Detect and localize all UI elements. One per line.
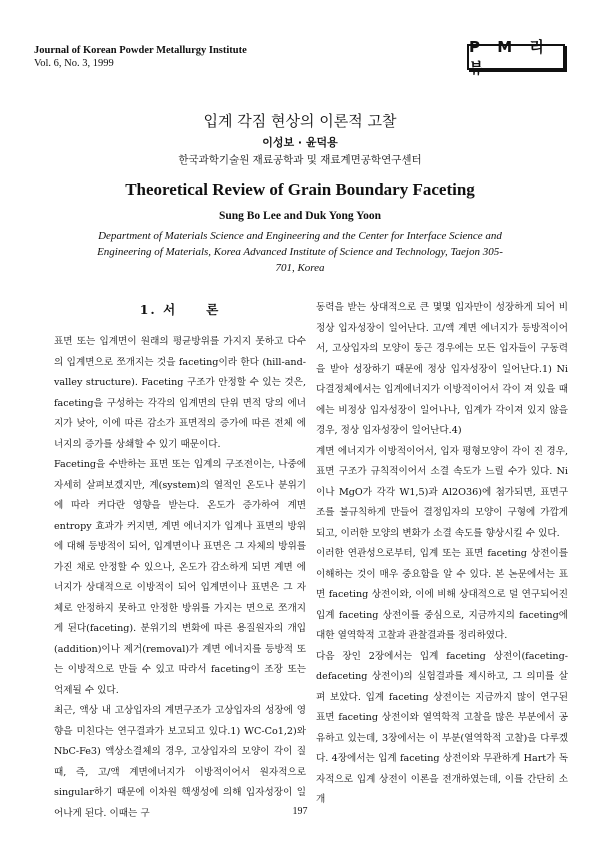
- title-korean: 입계 각짐 현상의 이론적 고찰: [203, 112, 397, 130]
- section-heading: 1. 서 론: [139, 302, 221, 317]
- journal-header: [34, 44, 247, 70]
- body-paragraph: 다음 장인 2장에서는 입계 faceting 상전이(faceting-defaceting 상전이)의 실험결과를 제시하고, 그 의미를 살펴 보았다. 입계 faceting 상전이는 지금까지 많이 연구된 표면 faceting 상전이와 열역학적 고찰을 많은 부분에서 공유하고 있는데, 3장에서는 이 부분(열역학적 고찰)을 다루겠다. 4장에서는 입계 faceting 상전이와 무관하게 Hart가 독자적으로 입계 상전이 이론을 전개하였는데, 이를 간단히 소개: [316, 650, 568, 805]
- body-paragraph: 표면 또는 입계면이 원래의 평균방위를 가지지 못하고 다수의 입계면으로 쪼개지는 것을 faceting이라 한다 (hill-and-valley structure). Faceting 구조가 안정할 수 있는 것은, faceting을 구성하는 각각의 입계면의 단위 면적 당의 에너지가 낮아, 이에 따른 감소가 표면적의 증가에 따른 전체 에너지의 증가를 상쇄할 수 있기 때문이다.: [54, 336, 306, 450]
- authors-english: Sung Bo Lee and Duk Yong Yoon: [218, 210, 382, 222]
- authors-korean: 이성보 · 윤덕용: [262, 136, 338, 149]
- affiliation-english: Department of Materials Science and Engineering and the Center for Interface Science and Engineering of Materials, Korea Advanced Institute of Science and Technology, Taejon 305-701, Korea: [97, 230, 503, 274]
- body-paragraph: Faceting을 수반하는 표면 또는 입계의 구조전이는, 나중에 자세히 살펴보겠지만, 계(system)의 열적인 온도나 분위기에 따라 커다란 영향을 받는다. 온도가 증가하여 계면 entropy 효과가 커지면, 계면 에너지가 입계나 표면의 방위에 대해 등방적이 되어, 입계면이나 표면은 그 자체의 방위를 가진 채로 안정할 수 있으나, 온도가 감소하게 되면 계면 에너지가 상대적으로 이방적이 되어 입계면이나 표면은 그 자체로 안정하지 못하고 안정한 방위를 가지는 면으로 쪼개지게 된다(faceting). 분위기의 변화에 따른 용질원자의 개입(addition)이나 제거(removal)가 계면 에너지를 등방적 또는 이방적으로 만들 수 있고 따라서 faceting이 조장 또는 억제될 수 있다.: [54, 459, 306, 696]
- page-number: 197: [292, 806, 308, 817]
- body-column-right: [316, 298, 568, 811]
- body-paragraph: 계면 에너지가 이방적이어서, 입자 평형모양이 각이 진 경우, 표면 구조가 규칙적이어서 소결 속도가 느릴 수가 있다. Ni이나 MgO가 각각 W1,5)과 Al2O36)에 첨가되면, 표면구조를 불규칙하게 만들어 결정입자의 모양이 구형에 가깝게 되고, 이러한 모양의 변화가 소결 속도를 향상시킬 수 있다.: [316, 445, 568, 539]
- title-english: Theoretical Review of Grain Boundary Faceting: [125, 180, 475, 199]
- section-badge: P M 리 뷰: [467, 44, 565, 70]
- affiliation-korean: 한국과학기술원 재료공학과 및 재료계면공학연구센터: [178, 154, 422, 166]
- body-column-left: [54, 296, 306, 824]
- body-paragraph: 최근, 액상 내 고상입자의 계면구조가 고상입자의 성장에 영향을 미친다는 연구결과가 보고되고 있다.1) WC-Co1,2)와 NbC-Fe3) 액상소결체의 경우, 고상입자의 모양이 각이 질 때, 즉, 고/액 계면에너지가 이방적이어서 원자적으로 singular하기 때문에 이차원 핵생성에 의해 입자성장이 일어나게 된다. 이때는 구: [54, 705, 306, 819]
- journal-volume: Vol. 6, No. 3, 1999: [34, 58, 114, 69]
- body-paragraph: 동력을 받는 상대적으로 큰 몇몇 입자만이 성장하게 되어 비정상 입자성장이 일어난다. 고/액 계면 에너지가 등방적이어서, 고상입자의 모양이 둥근 경우에는 모든 입자들이 구동력을 받아 성장하기 때문에 정상 입자성장이 일어난다.1) Ni 다결정체에서는 입계에너지가 이방적이어서 각이 져 있을 때에는 비정상 입자성장이 일어나나, 입계가 각이져 있지 않을 경우, 정상 입자성장이 일어난다.4): [316, 302, 568, 436]
- journal-name: Journal of Korean Powder Metallurgy Institute: [34, 45, 247, 56]
- body-paragraph: 이러한 연관성으로부터, 입계 또는 표면 faceting 상전이를 이해하는 것이 매우 중요함을 알 수 있다. 본 논문에서는 표면 faceting 상전이와, 이에 비해 상대적으로 덜 연구되어진 입계 faceting 상전이를 중심으로, 지금까지의 faceting에 대한 열역학적 고찰과 관찰결과를 정리하였다.: [316, 548, 568, 641]
